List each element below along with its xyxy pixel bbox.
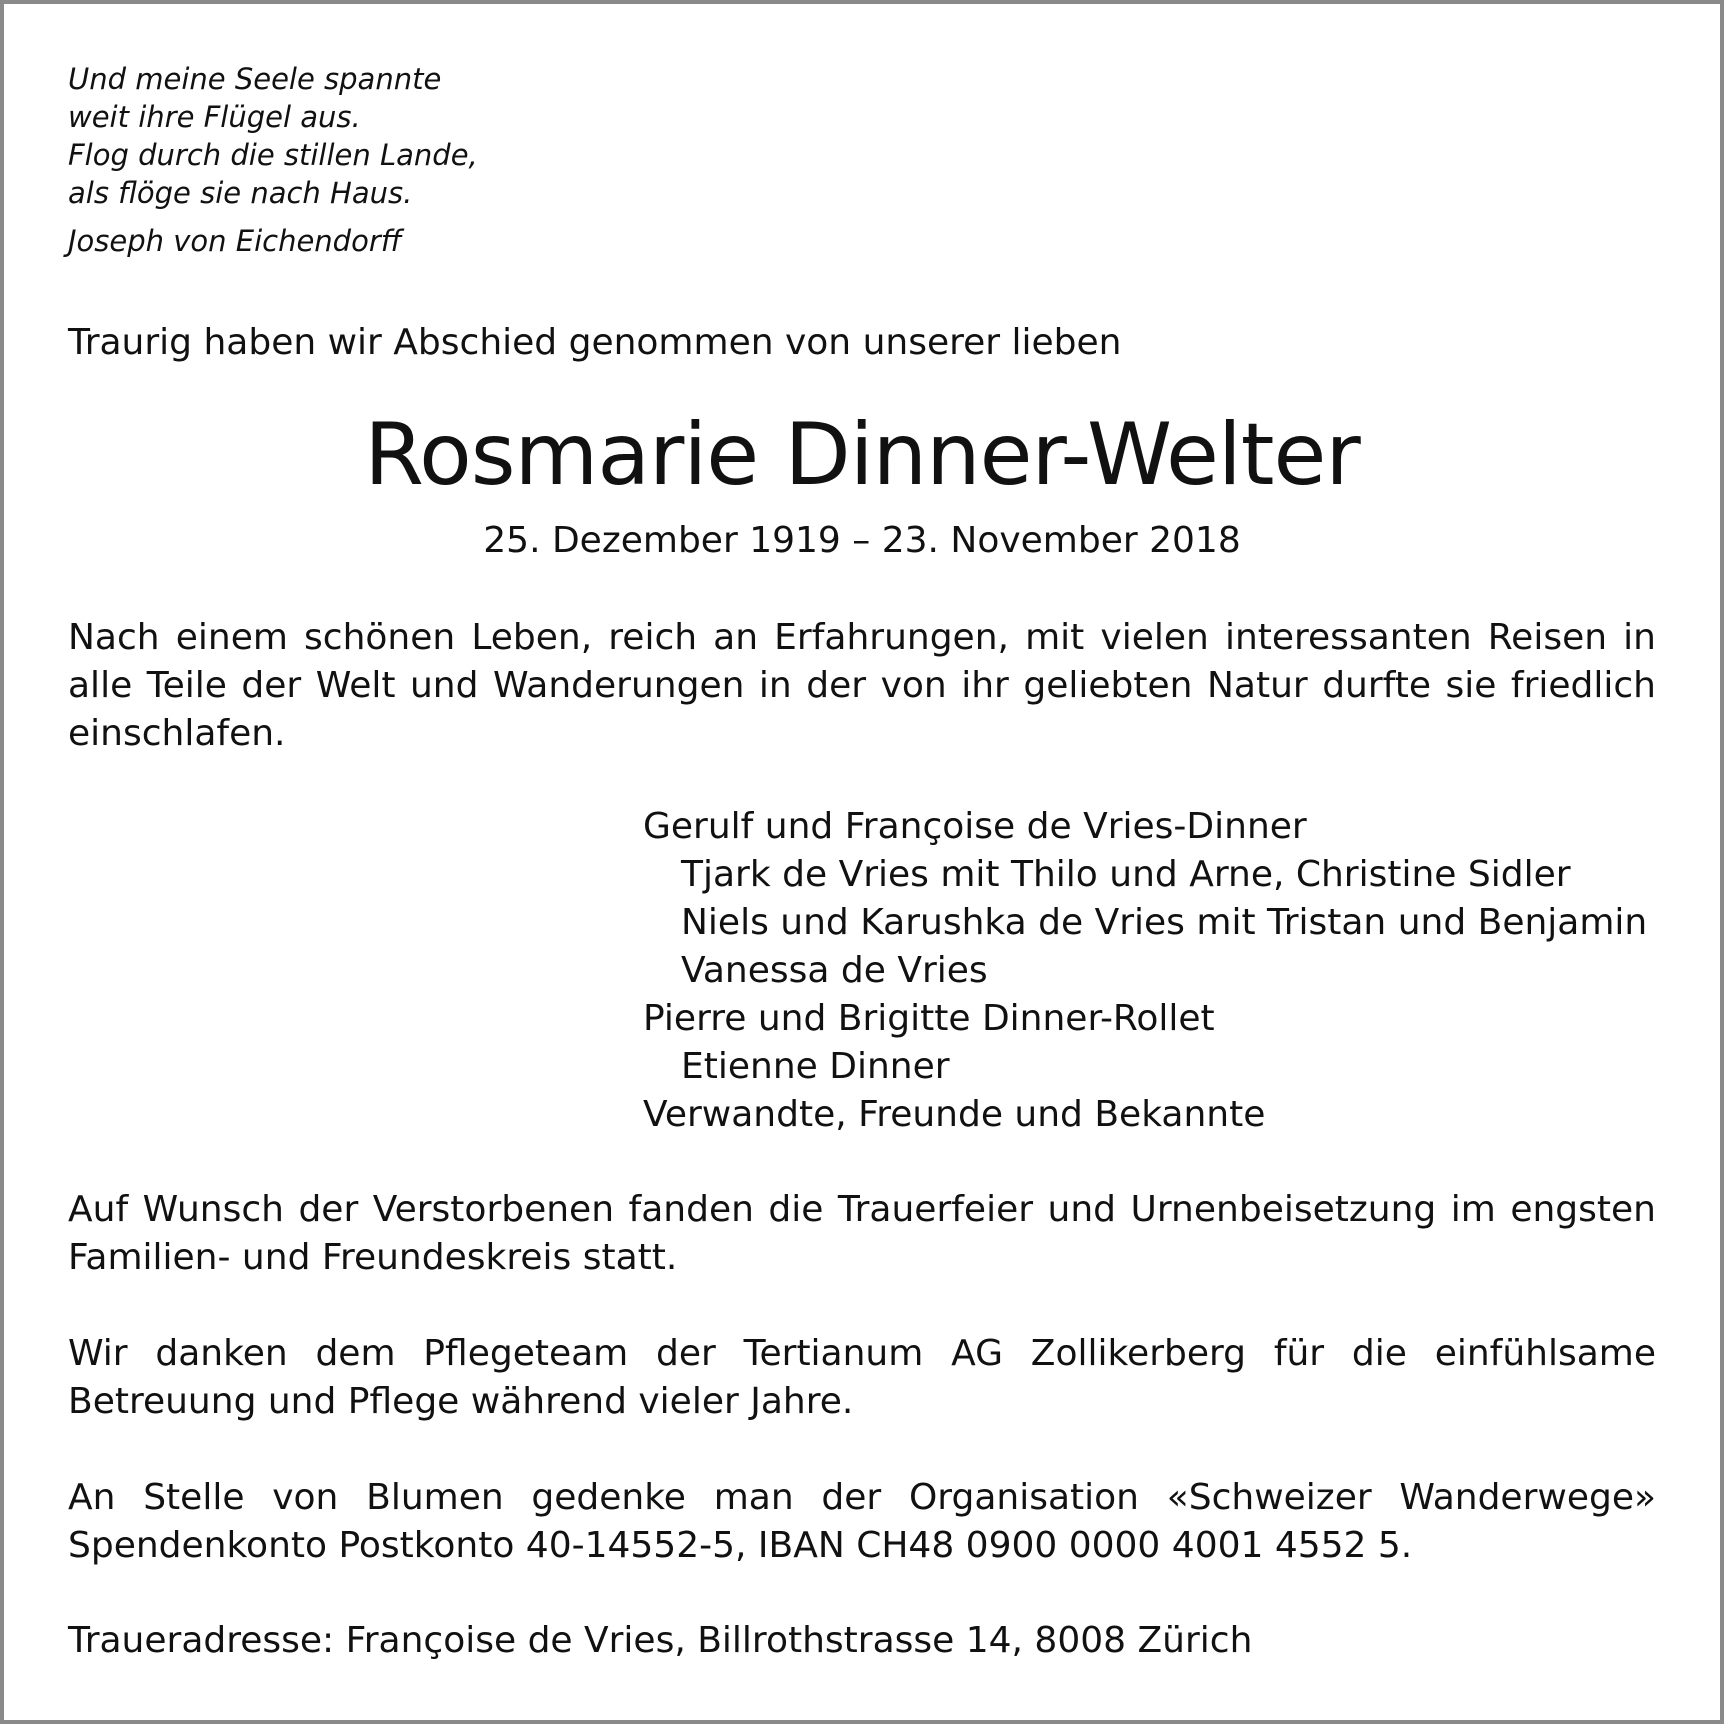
life-dates: 25. Dezember 1919 – 23. November 2018	[483, 520, 1241, 561]
life-paragraph: Nach einem schönen Leben, reich an Erfahrungen, mit vielen interessanten Reisen in alle Teile der Welt und Wanderungen in der von ihr geliebten Natur durfte sie friedlich einschlafen.	[68, 617, 1656, 754]
intro-text: Traurig haben wir Abschied genommen von unserer lieben	[68, 322, 1122, 363]
deceased-name: Rosmarie Dinner-Welter	[364, 405, 1360, 505]
family-line: Pierre und Brigitte Dinner-Rollet	[643, 998, 1215, 1039]
family-line: Niels und Karushka de Vries mit Tristan und Benjamin	[681, 902, 1648, 943]
family-list	[643, 803, 1647, 1139]
poem-line: Flog durch die stillen Lande,	[68, 138, 478, 172]
family-line: Vanessa de Vries	[681, 950, 988, 991]
ceremony-paragraph: Auf Wunsch der Verstorbenen fanden die Trauerfeier und Urnenbeisetzung im engsten Familien- und Freundeskreis statt.	[68, 1189, 1656, 1278]
mourning-address: Traueradresse: Françoise de Vries, Billrothstrasse 14, 8008 Zürich	[68, 1620, 1253, 1661]
poem-quote	[68, 60, 478, 260]
poem-author: Joseph von Eichendorff	[68, 224, 402, 258]
family-line: Tjark de Vries mit Thilo und Arne, Christine Sidler	[681, 854, 1571, 895]
family-line: Etienne Dinner	[681, 1046, 950, 1087]
poem-line: weit ihre Flügel aus.	[68, 100, 361, 134]
donation-paragraph: An Stelle von Blumen gedenke man der Organisation «Schweizer Wanderwege» Spendenkonto Postkonto 40-14552-5, IBAN CH48 0900 0000 4001 4552 5.	[68, 1477, 1656, 1566]
family-line: Verwandte, Freunde und Bekannte	[643, 1094, 1266, 1135]
thanks-paragraph: Wir danken dem Pflegeteam der Tertianum AG Zollikerberg für die einfühlsame Betreuung und Pflege während vieler Jahre.	[68, 1333, 1656, 1422]
family-line: Gerulf und Françoise de Vries-Dinner	[643, 806, 1307, 847]
poem-line: als flöge sie nach Haus.	[68, 176, 413, 210]
poem-line: Und meine Seele spannte	[68, 62, 442, 96]
